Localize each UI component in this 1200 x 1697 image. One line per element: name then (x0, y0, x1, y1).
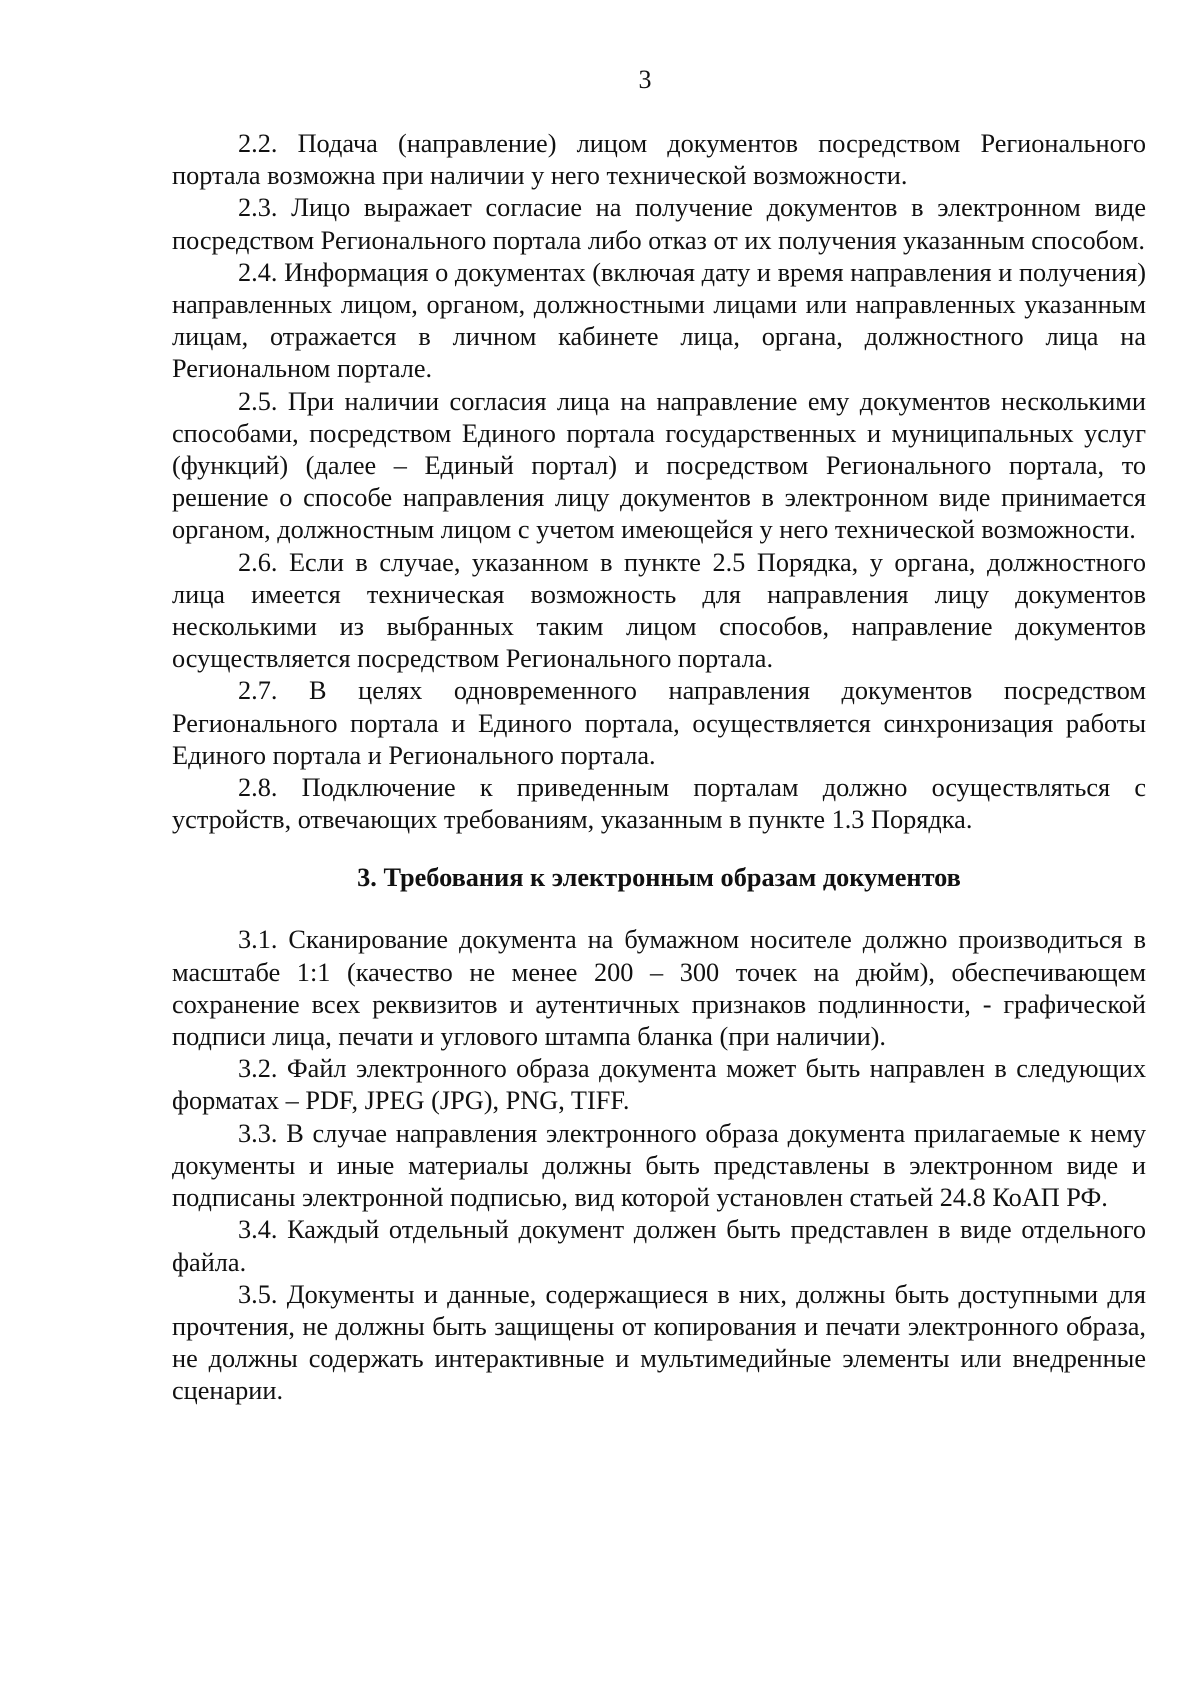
paragraph-2-5: 2.5. При наличии согласия лица на направление ему документов несколькими способами, посредством Единого портала государственных и муниципальных услуг (функций) (далее – Единый портал) и посредством Регионального портала, то решение о способе направления лицу документов в электронном виде принимается органом, должностным лицом с учетом имеющейся у него технической возможности. (172, 386, 1146, 545)
section-3-heading: 3. Требования к электронным образам документов (357, 863, 961, 893)
paragraph-2-8: 2.8. Подключение к приведенным порталам должно осуществляться с устройств, отвечающих требованиям, указанным в пункте 1.3 Порядка. (172, 773, 1146, 835)
page-number: 3 (638, 65, 652, 94)
paragraph-3-4: 3.4. Каждый отдельный документ должен быть представлен в виде отдельного файла. (172, 1215, 1146, 1277)
paragraph-3-3: 3.3. В случае направления электронного образа документа прилагаемые к нему документы и иные материалы должны быть представлены в электронном виде и подписаны электронной подписью, вид которой установлен статьей 24.8 КоАП РФ. (172, 1118, 1146, 1213)
paragraph-3-5: 3.5. Документы и данные, содержащиеся в них, должны быть доступными для прочтения, не должны быть защищены от копирования и печати электронного образа, не должны содержать интерактивные и мультимедийные элементы или внедренные сценарии. (172, 1279, 1146, 1406)
paragraph-3-1: 3.1. Сканирование документа на бумажном носителе должно производиться в масштабе 1:1 (качество не менее 200 – 300 точек на дюйм), обеспечивающем сохранение всех реквизитов и аутентичных признаков подлинности, - графической подписи лица, печати и углового штампа бланка (при наличии). (172, 925, 1146, 1052)
paragraph-2-3: 2.3. Лицо выражает согласие на получение документов в электронном виде посредством Регионального портала либо отказ от их получения указанным способом. (172, 193, 1146, 255)
paragraph-2-2: 2.2. Подача (направление) лицом документов посредством Регионального портала возможна при наличии у него технической возможности. (172, 129, 1146, 191)
paragraph-2-6: 2.6. Если в случае, указанном в пункте 2.5 Порядка, у органа, должностного лица имеется техническая возможность для направления лицу документов несколькими из выбранных таким лицом способов, направление документов осуществляется посредством Регионального портала. (172, 547, 1146, 674)
paragraph-2-7: 2.7. В целях одновременного направления документов посредством Регионального портала и Единого портала, осуществляется синхронизация работы Единого портала и Регионального портала. (172, 676, 1146, 770)
paragraph-2-4: 2.4. Информация о документах (включая дату и время направления и получения) направленных лицом, органом, должностными лицами или направленных указанным лицам, отражается в личном кабинете лица, органа, должностного лица на Региональном портале. (172, 257, 1146, 384)
paragraph-3-2: 3.2. Файл электронного образа документа может быть направлен в следующих форматах – PDF, JPEG (JPG), PNG, TIFF. (172, 1054, 1146, 1116)
document-body (172, 128, 1146, 1408)
